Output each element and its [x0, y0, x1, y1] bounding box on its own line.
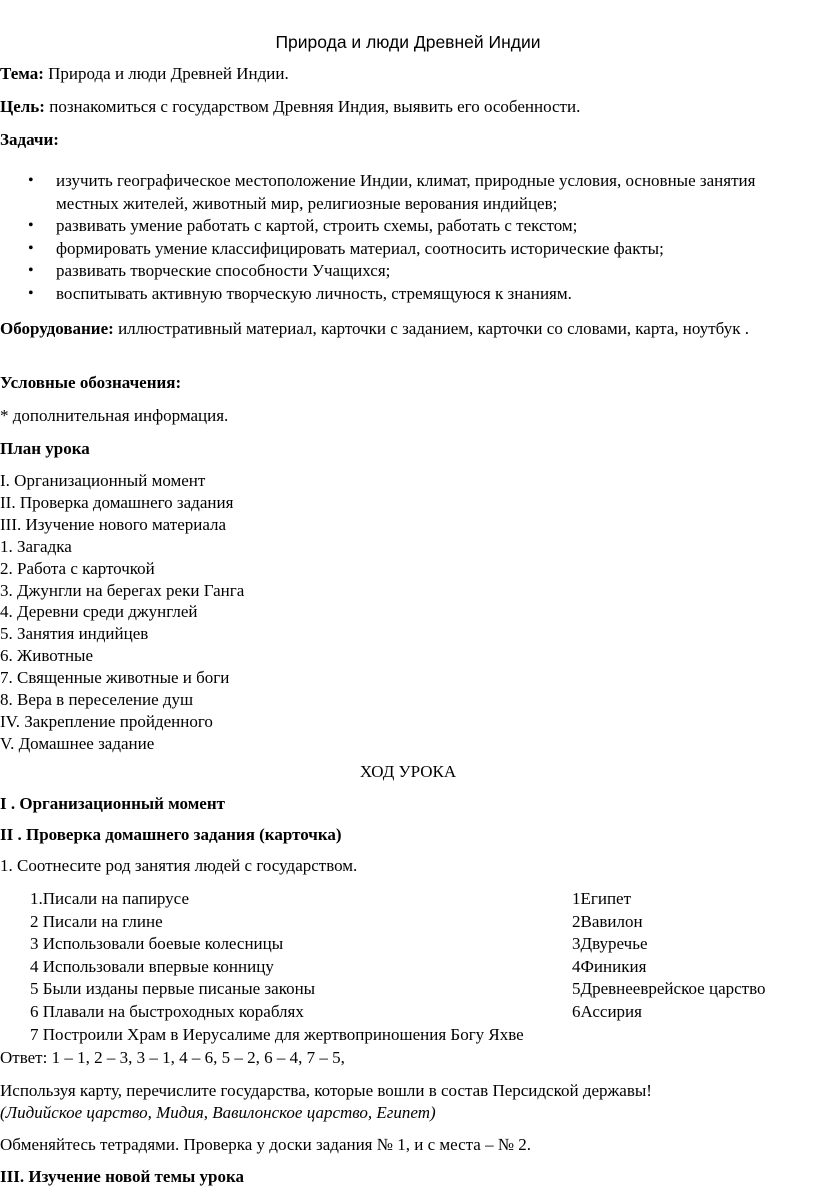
section-homework-check: II . Проверка домашнего задания (карточка): [0, 825, 342, 844]
table-row: [30, 1024, 810, 1047]
match-left: 5 Были изданы первые писаные законы: [30, 979, 316, 999]
list-item: 8. Вера в переселение душ: [0, 690, 194, 710]
list-item: 2. Работа с карточкой: [0, 558, 155, 578]
match-right: 3Двуречье: [572, 934, 648, 954]
list-item: 4. Деревни среди джунглей: [0, 602, 198, 622]
map-task-text: Используя карту, перечислите государства, которые вошли в состав Персидской державы!: [0, 1081, 652, 1100]
table-row: [30, 933, 810, 956]
match-right: 2Вавилон: [572, 911, 643, 931]
match-right: 5Древнееврейское царство: [572, 979, 766, 999]
topic-text: Природа и люди Древней Индии.: [43, 64, 289, 83]
answer-line: Ответ: 1 – 1, 2 – 3, 3 – 1, 4 – 6, 5 – 2, 6 – 4, 7 – 5,: [0, 1048, 345, 1067]
match-left: 1.Писали на папирусе: [30, 889, 189, 908]
list-item: 6. Животные: [0, 646, 94, 666]
list-item: • развивать творческие способности Учащихся;: [0, 260, 800, 283]
section-organizational: I . Организационный момент: [0, 794, 225, 813]
topic-label: Тема:: [0, 64, 44, 83]
lesson-heading: ХОД УРОКА: [359, 762, 457, 781]
list-item: • формировать умение классифицировать материал, соотносить исторические факты;: [0, 238, 800, 261]
match-right: 1Египет: [572, 889, 632, 908]
map-task-paragraph: [0, 1080, 660, 1124]
table-row: [30, 1001, 810, 1024]
list-item: 7. Священные животные и боги: [0, 668, 230, 688]
topic-line: [0, 64, 289, 84]
list-item: IV. Закрепление пройденного: [0, 711, 213, 731]
tasks-list: [0, 170, 800, 305]
match-right: 6Ассирия: [572, 1001, 642, 1021]
list-item: • воспитывать активную творческую личность, стремящуюся к знаниям.: [0, 283, 800, 306]
list-item: I. Организационный момент: [0, 471, 206, 490]
list-item: 5. Занятия индийцев: [0, 624, 149, 644]
plan-list: [0, 470, 244, 755]
list-item: • изучить географическое местоположение Индии, климат, природные условия, основные занятия местных жителей, животный мир, религиозные верования индийцев;: [0, 170, 800, 215]
list-item: 1. Загадка: [0, 536, 72, 556]
list-item: V. Домашнее задание: [0, 733, 155, 753]
map-task-answer: (Лидийское царство, Мидия, Вавилонское царство, Египет): [0, 1103, 436, 1122]
matching-table: [30, 888, 810, 1046]
match-left: 7 Построили Храм в Иерусалиме для жертвоприношения Богу Яхве: [30, 1024, 524, 1044]
exchange-line: Обменяйтесь тетрадями. Проверка у доски задания № 1, и с места – № 2.: [0, 1135, 532, 1154]
section-new-topic: III. Изучение новой темы урока: [0, 1167, 245, 1186]
list-item: 3. Джунгли на берегах реки Ганга: [0, 580, 245, 600]
match-left: 4 Использовали впервые конницу: [30, 956, 274, 976]
plan-heading: План урока: [0, 439, 90, 458]
match-left: 6 Плавали на быстроходных кораблях: [30, 1001, 304, 1021]
goal-text: познакомиться с государством Древняя Индия, выявить его особенности.: [44, 97, 581, 116]
list-item: • развивать умение работать с картой, строить схемы, работать с текстом;: [0, 215, 800, 238]
table-row: [30, 978, 810, 1001]
table-row: [30, 911, 810, 934]
list-item: III. Изучение нового материала: [0, 514, 227, 534]
list-item: II. Проверка домашнего задания: [0, 492, 234, 512]
legend-heading: Условные обозначения:: [0, 373, 182, 392]
equipment-text: иллюстративный материал, карточки с заданием, карточки со словами, карта, ноутбук .: [113, 319, 749, 338]
match-left: 3 Использовали боевые колесницы: [30, 934, 284, 954]
tasks-heading: Задачи:: [0, 130, 59, 149]
legend-text: * дополнительная информация.: [0, 406, 229, 425]
document-title: Природа и люди Древней Индии: [275, 32, 541, 52]
equipment-label: Оборудование:: [0, 319, 114, 338]
match-left: 2 Писали на глине: [30, 911, 163, 931]
goal-label: Цель:: [0, 97, 45, 116]
table-row: [30, 956, 810, 979]
task-1-prompt: 1. Соотнесите род занятия людей с государством.: [0, 856, 358, 875]
table-row: [30, 888, 810, 911]
goal-line: [0, 97, 580, 117]
match-right: 4Финикия: [572, 956, 647, 976]
equipment-paragraph: [0, 318, 800, 340]
